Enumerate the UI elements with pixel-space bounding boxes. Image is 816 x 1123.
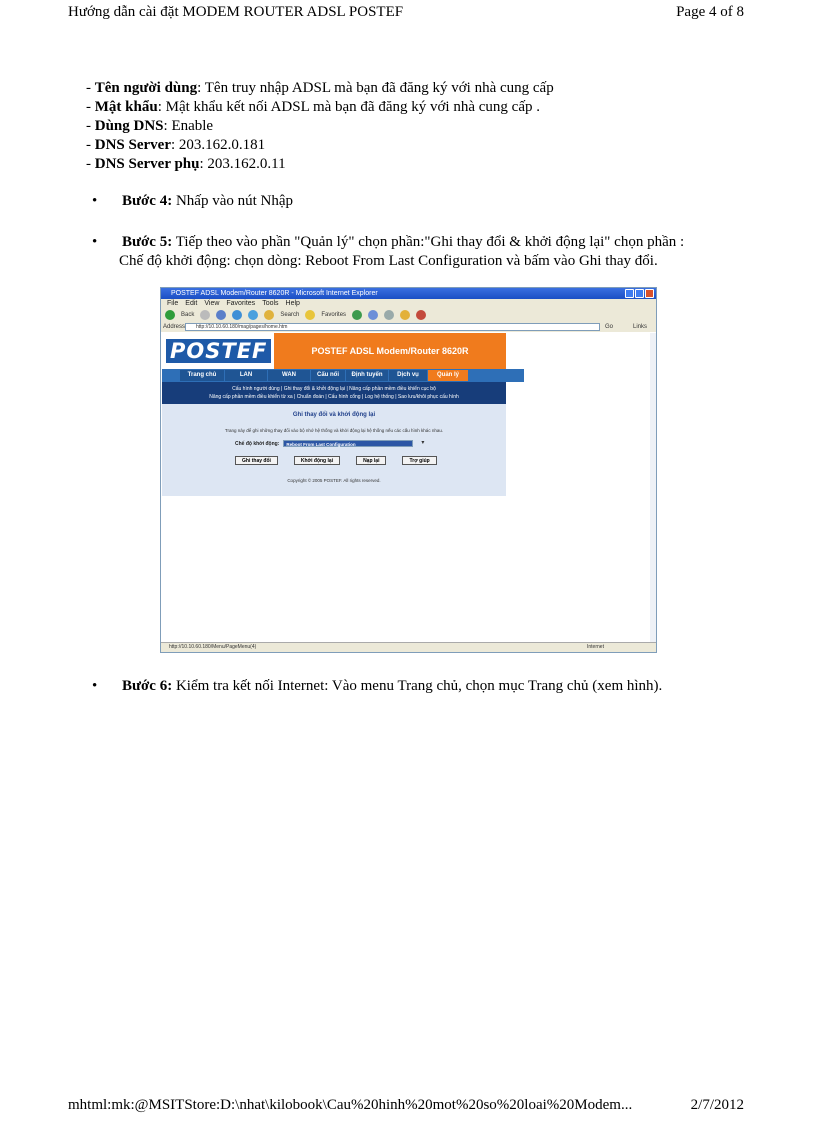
- page-header-title: Hướng dẫn cài đặt MODEM ROUTER ADSL POSTEF: [68, 4, 404, 20]
- field-value: : 203.162.0.181: [170, 137, 266, 153]
- subnav-line-1: Cấu hình người dùng | Ghi thay đổi & khởi động lại | Nâng cấp phần mềm điều khiển cục bộ: [232, 386, 436, 392]
- subnav-line-2: Nâng cấp phần mềm điều khiển từ xa | Chuẩn đoán | Cấu hình cổng | Log hệ thống | Sao lưu/khôi phục cấu hình: [209, 394, 459, 400]
- logo-area: [162, 333, 274, 369]
- menu-tools: Tools: [262, 300, 279, 307]
- page-footer-path: mhtml:mk:@MSITStore:D:\nhat\kilobook\Cau%20hinh%20mot%20so%20loai%20Modem...: [68, 1097, 633, 1113]
- field-use-dns: - Dùng DNS: Enable: [86, 118, 214, 134]
- mail-icon: [368, 310, 378, 320]
- chevron-down-icon: ▾: [421, 440, 425, 446]
- folder-icon: [400, 310, 410, 320]
- address-label: Address: [163, 324, 186, 330]
- back-icon: [165, 310, 175, 320]
- stop-icon: [216, 310, 226, 320]
- history-icon: [352, 310, 362, 320]
- refresh-icon: [232, 310, 242, 320]
- close-icon: [645, 289, 654, 298]
- step-text-continued: Chế độ khởi động: chọn dòng: Reboot From Last Configuration và bấm vào Ghi thay đổi.: [119, 253, 658, 269]
- settings-list: [86, 79, 554, 174]
- search-icon: [264, 310, 274, 320]
- boot-mode-row: [235, 440, 425, 447]
- field-label: DNS Server: [94, 137, 171, 153]
- bullet-icon: •: [92, 193, 98, 209]
- window-titlebar: [161, 288, 656, 299]
- step-label: Bước 6:: [122, 678, 173, 694]
- tab-services: Dịch vụ: [389, 370, 427, 381]
- tab-wan: WAN: [268, 370, 310, 381]
- favorites-label: Favorites: [321, 312, 347, 318]
- menu-view: View: [204, 300, 220, 307]
- go-button: Go: [605, 324, 614, 330]
- field-value: : 203.162.0.11: [199, 156, 286, 172]
- field-label: DNS Server phụ: [94, 156, 200, 172]
- postef-logo: POSTEF: [166, 339, 271, 363]
- content-title: Ghi thay đổi và khởi động lại: [292, 412, 376, 418]
- reload-button: Nạp lại: [356, 456, 386, 465]
- tab-bridge: Cấu nối: [311, 370, 345, 381]
- field-dns-server: - DNS Server: 203.162.0.181: [86, 137, 266, 153]
- boot-mode-select: [283, 440, 425, 447]
- window-title: POSTEF ADSL Modem/Router 8620R - Microsoft Internet Explorer: [171, 290, 378, 297]
- action-buttons: [235, 456, 437, 465]
- step-label: Bước 4:: [122, 193, 173, 209]
- browser-screenshot: [160, 287, 657, 653]
- step-text: Tiếp theo vào phần "Quản lý" chọn phần:"Ghi thay đổi & khởi động lại" chọn phần :: [172, 234, 685, 250]
- print-icon: [384, 310, 394, 320]
- status-text: http://10.10.60.180/Menu/PageMenu(4): [169, 644, 257, 650]
- browser-toolbar: [161, 308, 656, 322]
- menu-file: File: [167, 300, 179, 307]
- page-number: Page 4 of 8: [676, 4, 744, 20]
- links-label: Links: [633, 324, 648, 330]
- scrollbar: [650, 333, 656, 643]
- security-zone: Internet: [587, 644, 604, 650]
- menu-edit: Edit: [185, 300, 198, 307]
- menu-help: Help: [285, 300, 300, 307]
- field-password: - Mật khẩu: Mật khẩu kết nối ADSL mà bạn đã đăng ký với nhà cung cấp .: [86, 99, 540, 115]
- address-field: http://10.10.60.180/mag/pages/home.htm: [185, 323, 600, 331]
- field-label: Dùng DNS: [94, 118, 164, 134]
- messenger-icon: [416, 310, 426, 320]
- field-value: : Mật khẩu kết nối ADSL mà bạn đã đăng ký với nhà cung cấp .: [157, 99, 540, 115]
- save-changes-button: Ghi thay đổi: [235, 456, 278, 465]
- favorites-icon: [305, 310, 315, 320]
- field-value: : Tên truy nhập ADSL mà bạn đã đăng ký với nhà cung cấp: [197, 80, 554, 96]
- maximize-icon: [635, 289, 644, 298]
- browser-menubar: [161, 299, 656, 308]
- tab-lan: LAN: [225, 370, 267, 381]
- minimize-icon: [625, 289, 634, 298]
- boot-mode-value: Reboot From Last Configuration: [286, 442, 356, 447]
- field-label: Tên người dùng: [94, 80, 198, 96]
- field-username: - Tên người dùng: Tên truy nhập ADSL mà bạn đã đăng ký với nhà cung cấp: [86, 80, 554, 96]
- address-bar: [161, 322, 656, 332]
- bullet-icon: •: [92, 234, 98, 250]
- field-value: : Enable: [163, 118, 214, 134]
- page-footer-date: 2/7/2012: [690, 1097, 744, 1113]
- back-label: Back: [181, 312, 195, 318]
- router-subnav: [162, 382, 506, 404]
- router-admin-page: [162, 333, 506, 496]
- tab-routing: Định tuyến: [346, 370, 388, 381]
- step-label: Bước 5:: [122, 234, 173, 250]
- step-text: Kiểm tra kết nối Internet: Vào menu Trang chủ, chọn mục Trang chủ (xem hình).: [172, 678, 663, 694]
- menu-favorites: Favorites: [226, 300, 256, 307]
- tab-management: Quản lý: [428, 370, 468, 381]
- browser-statusbar: [161, 642, 656, 652]
- field-dns-secondary: - DNS Server phụ: 203.162.0.11: [86, 156, 286, 172]
- help-button: Trợ giúp: [402, 456, 436, 465]
- forward-icon: [200, 310, 210, 320]
- search-label: Search: [280, 312, 300, 318]
- step-text: Nhấp vào nút Nhập: [172, 193, 294, 209]
- router-nav: [162, 369, 524, 382]
- bullet-icon: •: [92, 678, 98, 694]
- boot-mode-label: Chế độ khởi động:: [235, 440, 280, 447]
- tab-home: Trang chủ: [180, 370, 224, 381]
- content-description: Trang này để ghi những thay đổi vào bộ nhớ hệ thống và khởi động lại hệ thống nếu các cấu hình khác nhau.: [224, 428, 444, 433]
- product-title: POSTEF ADSL Modem/Router 8620R: [274, 333, 506, 369]
- reboot-button: Khởi động lại: [294, 456, 340, 465]
- copyright-text: Copyright © 2005 POSTEF. All rights reserved.: [287, 478, 381, 483]
- home-icon: [248, 310, 258, 320]
- field-label: Mật khẩu: [94, 99, 158, 115]
